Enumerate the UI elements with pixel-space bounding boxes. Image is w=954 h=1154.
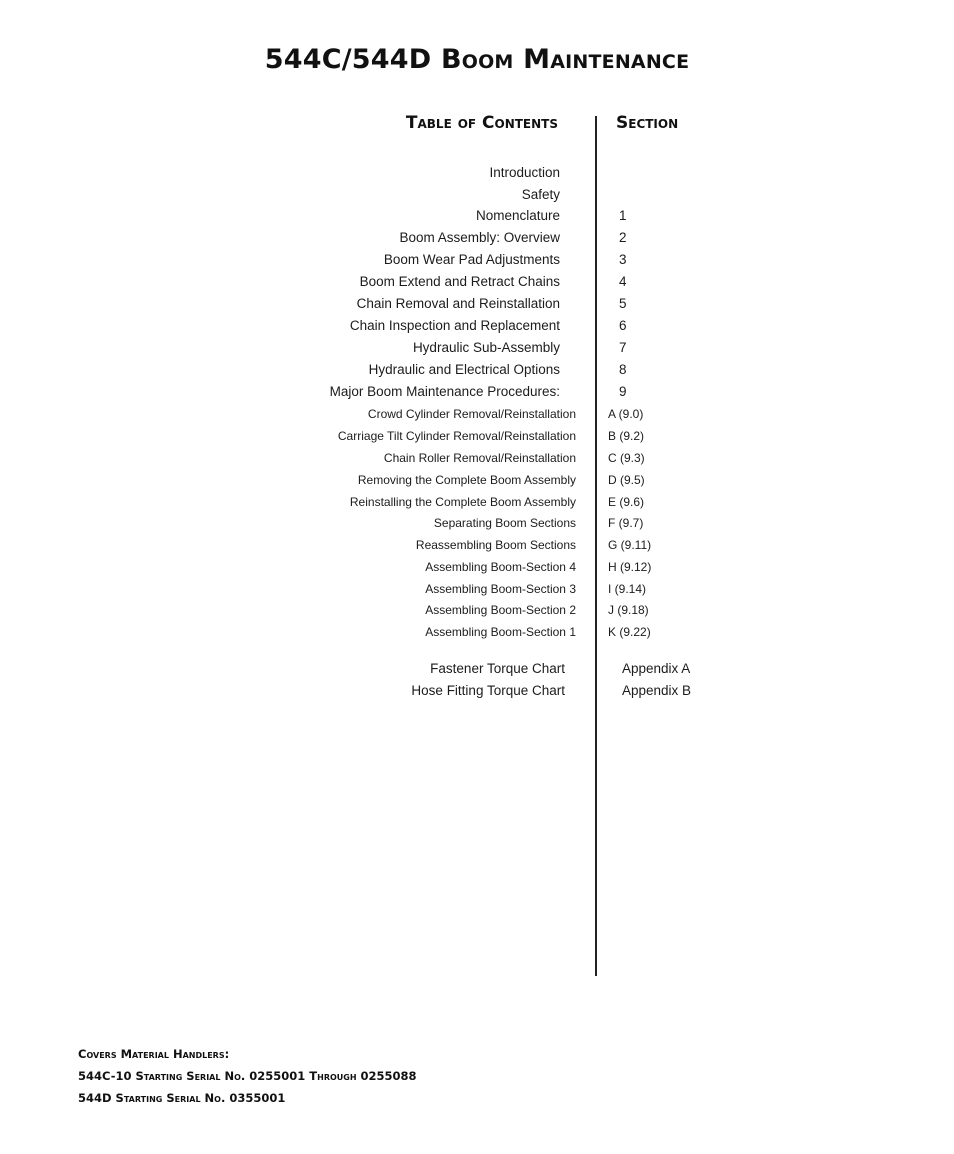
toc-entry-section: 8 [619, 362, 627, 377]
toc-subrow [0, 491, 954, 513]
toc-row [0, 293, 954, 315]
toc-subrow [0, 599, 954, 621]
toc-subrow [0, 621, 954, 643]
toc-subrow [0, 534, 954, 556]
toc-entry-title: Introduction [489, 165, 560, 180]
toc-subentry-section: G (9.11) [608, 538, 652, 552]
toc-entry-section: 1 [619, 208, 627, 223]
toc-entry-section: 2 [619, 230, 627, 245]
toc-subentry-section: C (9.3) [608, 451, 645, 465]
document-title: 544C/544D Boom Maintenance [264, 44, 690, 75]
toc-entry-title: Safety [521, 187, 560, 202]
toc-subentry-title: Assembling Boom-Section 2 [425, 603, 576, 617]
appendix-section: Appendix B [622, 683, 692, 698]
toc-entry-title: Boom Extend and Retract Chains [359, 274, 560, 289]
appendix-section: Appendix A [622, 661, 691, 676]
toc-subentry-section: E (9.6) [608, 495, 645, 509]
toc-subentry-section: J (9.18) [608, 603, 649, 617]
toc-entry-title: Boom Wear Pad Adjustments [383, 252, 560, 267]
toc-entry-section: 3 [619, 252, 627, 267]
toc-entry-title: Chain Removal and Reinstallation [356, 296, 560, 311]
toc-entry-section: 5 [619, 296, 627, 311]
toc-row [0, 359, 954, 381]
toc-subentry-section: A (9.0) [608, 407, 644, 421]
toc-row [0, 184, 954, 206]
footer-covers-line: Covers Material Handlers: [78, 1047, 230, 1061]
toc-entry-title: Nomenclature [475, 208, 560, 223]
appendix-row [0, 680, 954, 702]
toc-subrow [0, 447, 954, 469]
toc-subentry-title: Assembling Boom-Section 3 [425, 582, 576, 596]
toc-subentry-title: Carriage Tilt Cylinder Removal/Reinstallation [337, 429, 576, 443]
toc-subentry-title: Removing the Complete Boom Assembly [357, 473, 576, 487]
toc-subentry-title: Separating Boom Sections [433, 516, 576, 530]
toc-row [0, 315, 954, 337]
footer-serial-544d-line: 544D Starting Serial No. 0355001 [78, 1091, 286, 1105]
toc-entry-section: 6 [619, 318, 627, 333]
toc-row [0, 249, 954, 271]
toc-subrow [0, 512, 954, 534]
toc-subentry-title: Assembling Boom-Section 4 [425, 560, 576, 574]
toc-entry-title: Boom Assembly: Overview [399, 230, 560, 245]
toc-subentry-section: B (9.2) [608, 429, 645, 443]
toc-subentry-title: Reassembling Boom Sections [415, 538, 576, 552]
table-of-contents-header: Table of Contents [405, 113, 558, 133]
appendix-title: Fastener Torque Chart [430, 661, 565, 676]
coverage-footer [78, 1043, 417, 1109]
toc-row [0, 381, 954, 403]
toc-subrow [0, 425, 954, 447]
toc-subrow [0, 469, 954, 491]
appendix-title: Hose Fitting Torque Chart [411, 683, 565, 698]
toc-entry-title: Major Boom Maintenance Procedures: [329, 384, 560, 399]
toc-subentry-title: Reinstalling the Complete Boom Assembly [349, 495, 576, 509]
toc-subrow [0, 578, 954, 600]
toc-entry-section: 9 [619, 384, 627, 399]
toc-row [0, 337, 954, 359]
toc-row [0, 205, 954, 227]
toc-entry-section: 7 [619, 340, 627, 355]
toc-subentry-title: Crowd Cylinder Removal/Reinstallation [367, 407, 576, 421]
toc-subentry-section: H (9.12) [608, 560, 652, 574]
toc-entry-title: Hydraulic and Electrical Options [368, 362, 560, 377]
toc-subentry-section: I (9.14) [608, 582, 647, 596]
toc-subentry-section: D (9.5) [608, 473, 645, 487]
toc-entry-title: Hydraulic Sub-Assembly [412, 340, 560, 355]
toc-subrow [0, 556, 954, 578]
toc-row [0, 227, 954, 249]
toc-row [0, 162, 954, 184]
appendix-row [0, 658, 954, 680]
section-header: Section [616, 113, 679, 133]
footer-serial-544c-line: 544C-10 Starting Serial No. 0255001 Through 0255088 [78, 1069, 417, 1083]
toc-subrow [0, 403, 954, 425]
toc-subentry-title: Chain Roller Removal/Reinstallation [383, 451, 576, 465]
toc-subentry-section: F (9.7) [608, 516, 644, 530]
toc-row [0, 271, 954, 293]
toc-subentry-section: K (9.22) [608, 625, 651, 639]
toc-entry-section: 4 [619, 274, 627, 289]
toc-entry-title: Chain Inspection and Replacement [349, 318, 560, 333]
toc-subentry-title: Assembling Boom-Section 1 [425, 625, 576, 639]
